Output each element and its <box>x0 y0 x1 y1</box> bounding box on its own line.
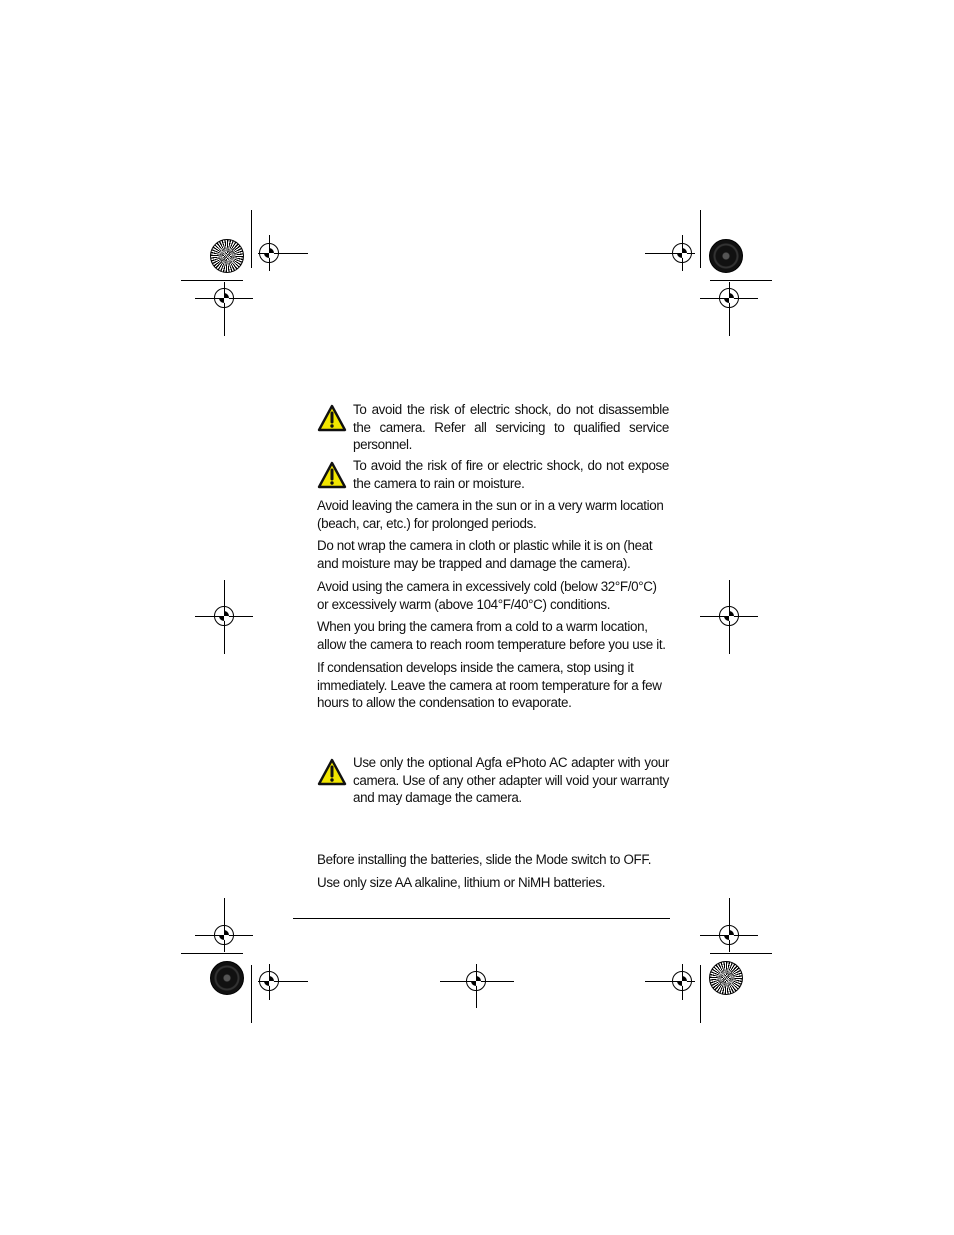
registration-mark-icon <box>214 925 234 945</box>
registration-mark-icon <box>719 925 739 945</box>
registration-mark-icon <box>214 606 234 626</box>
paragraph-wrap: Do not wrap the camera in cloth or plastic while it is on (heat and moisture may be trapped and damage the camera). <box>317 538 653 571</box>
warning-shock-text: To avoid the risk of electric shock, do not disassemble the camera. Refer all servicing to qualified service personnel. <box>353 402 669 453</box>
color-target-icon <box>210 961 244 995</box>
registration-mark-icon <box>719 606 739 626</box>
paragraph-mode-switch: Before installing the batteries, slide the Mode switch to OFF. <box>317 852 652 867</box>
color-target-icon <box>709 239 743 273</box>
warning-triangle-icon <box>317 461 347 489</box>
crop-mark <box>251 210 252 268</box>
crop-mark <box>251 965 252 1023</box>
warning-moisture-text: To avoid the risk of fire or electric shock, do not expose the camera to rain or moisture. <box>353 458 669 491</box>
registration-mark-icon <box>214 288 234 308</box>
warning-adapter-text: Use only the optional Agfa ePhoto AC adapter with your camera. Use of any other adapter will void your warranty and may damage the camera. <box>353 755 669 806</box>
crop-mark <box>710 280 772 281</box>
crop-mark <box>181 280 243 281</box>
color-target-icon <box>709 961 743 995</box>
registration-mark-icon <box>259 971 279 991</box>
registration-mark-icon <box>672 243 692 263</box>
warning-triangle-icon <box>317 758 347 786</box>
registration-mark-icon <box>672 971 692 991</box>
crop-mark <box>700 210 701 268</box>
paragraph-battery-type: Use only size AA alkaline, lithium or NiMH batteries. <box>317 875 606 890</box>
registration-mark-icon <box>719 288 739 308</box>
crop-mark <box>181 953 243 954</box>
paragraph-condensation: If condensation develops inside the camera, stop using it immediately. Leave the camera at room temperature for a few hours to allow the condensation to evaporate. <box>317 660 662 711</box>
registration-mark-icon <box>259 243 279 263</box>
footer-rule <box>293 918 670 919</box>
paragraph-sun: Avoid leaving the camera in the sun or in a very warm location (beach, car, etc.) for prolonged periods. <box>317 498 664 531</box>
color-target-icon <box>210 239 244 273</box>
warning-triangle-icon <box>317 404 347 432</box>
paragraph-temperature: Avoid using the camera in excessively cold (below 32°F/0°C) or excessively warm (above 104°F/40°C) conditions. <box>317 579 657 612</box>
crop-mark <box>700 965 701 1023</box>
paragraph-cold-warm: When you bring the camera from a cold to a warm location, allow the camera to reach room temperature before you use it. <box>317 619 666 652</box>
crop-mark <box>710 953 772 954</box>
registration-mark-icon <box>466 971 486 991</box>
